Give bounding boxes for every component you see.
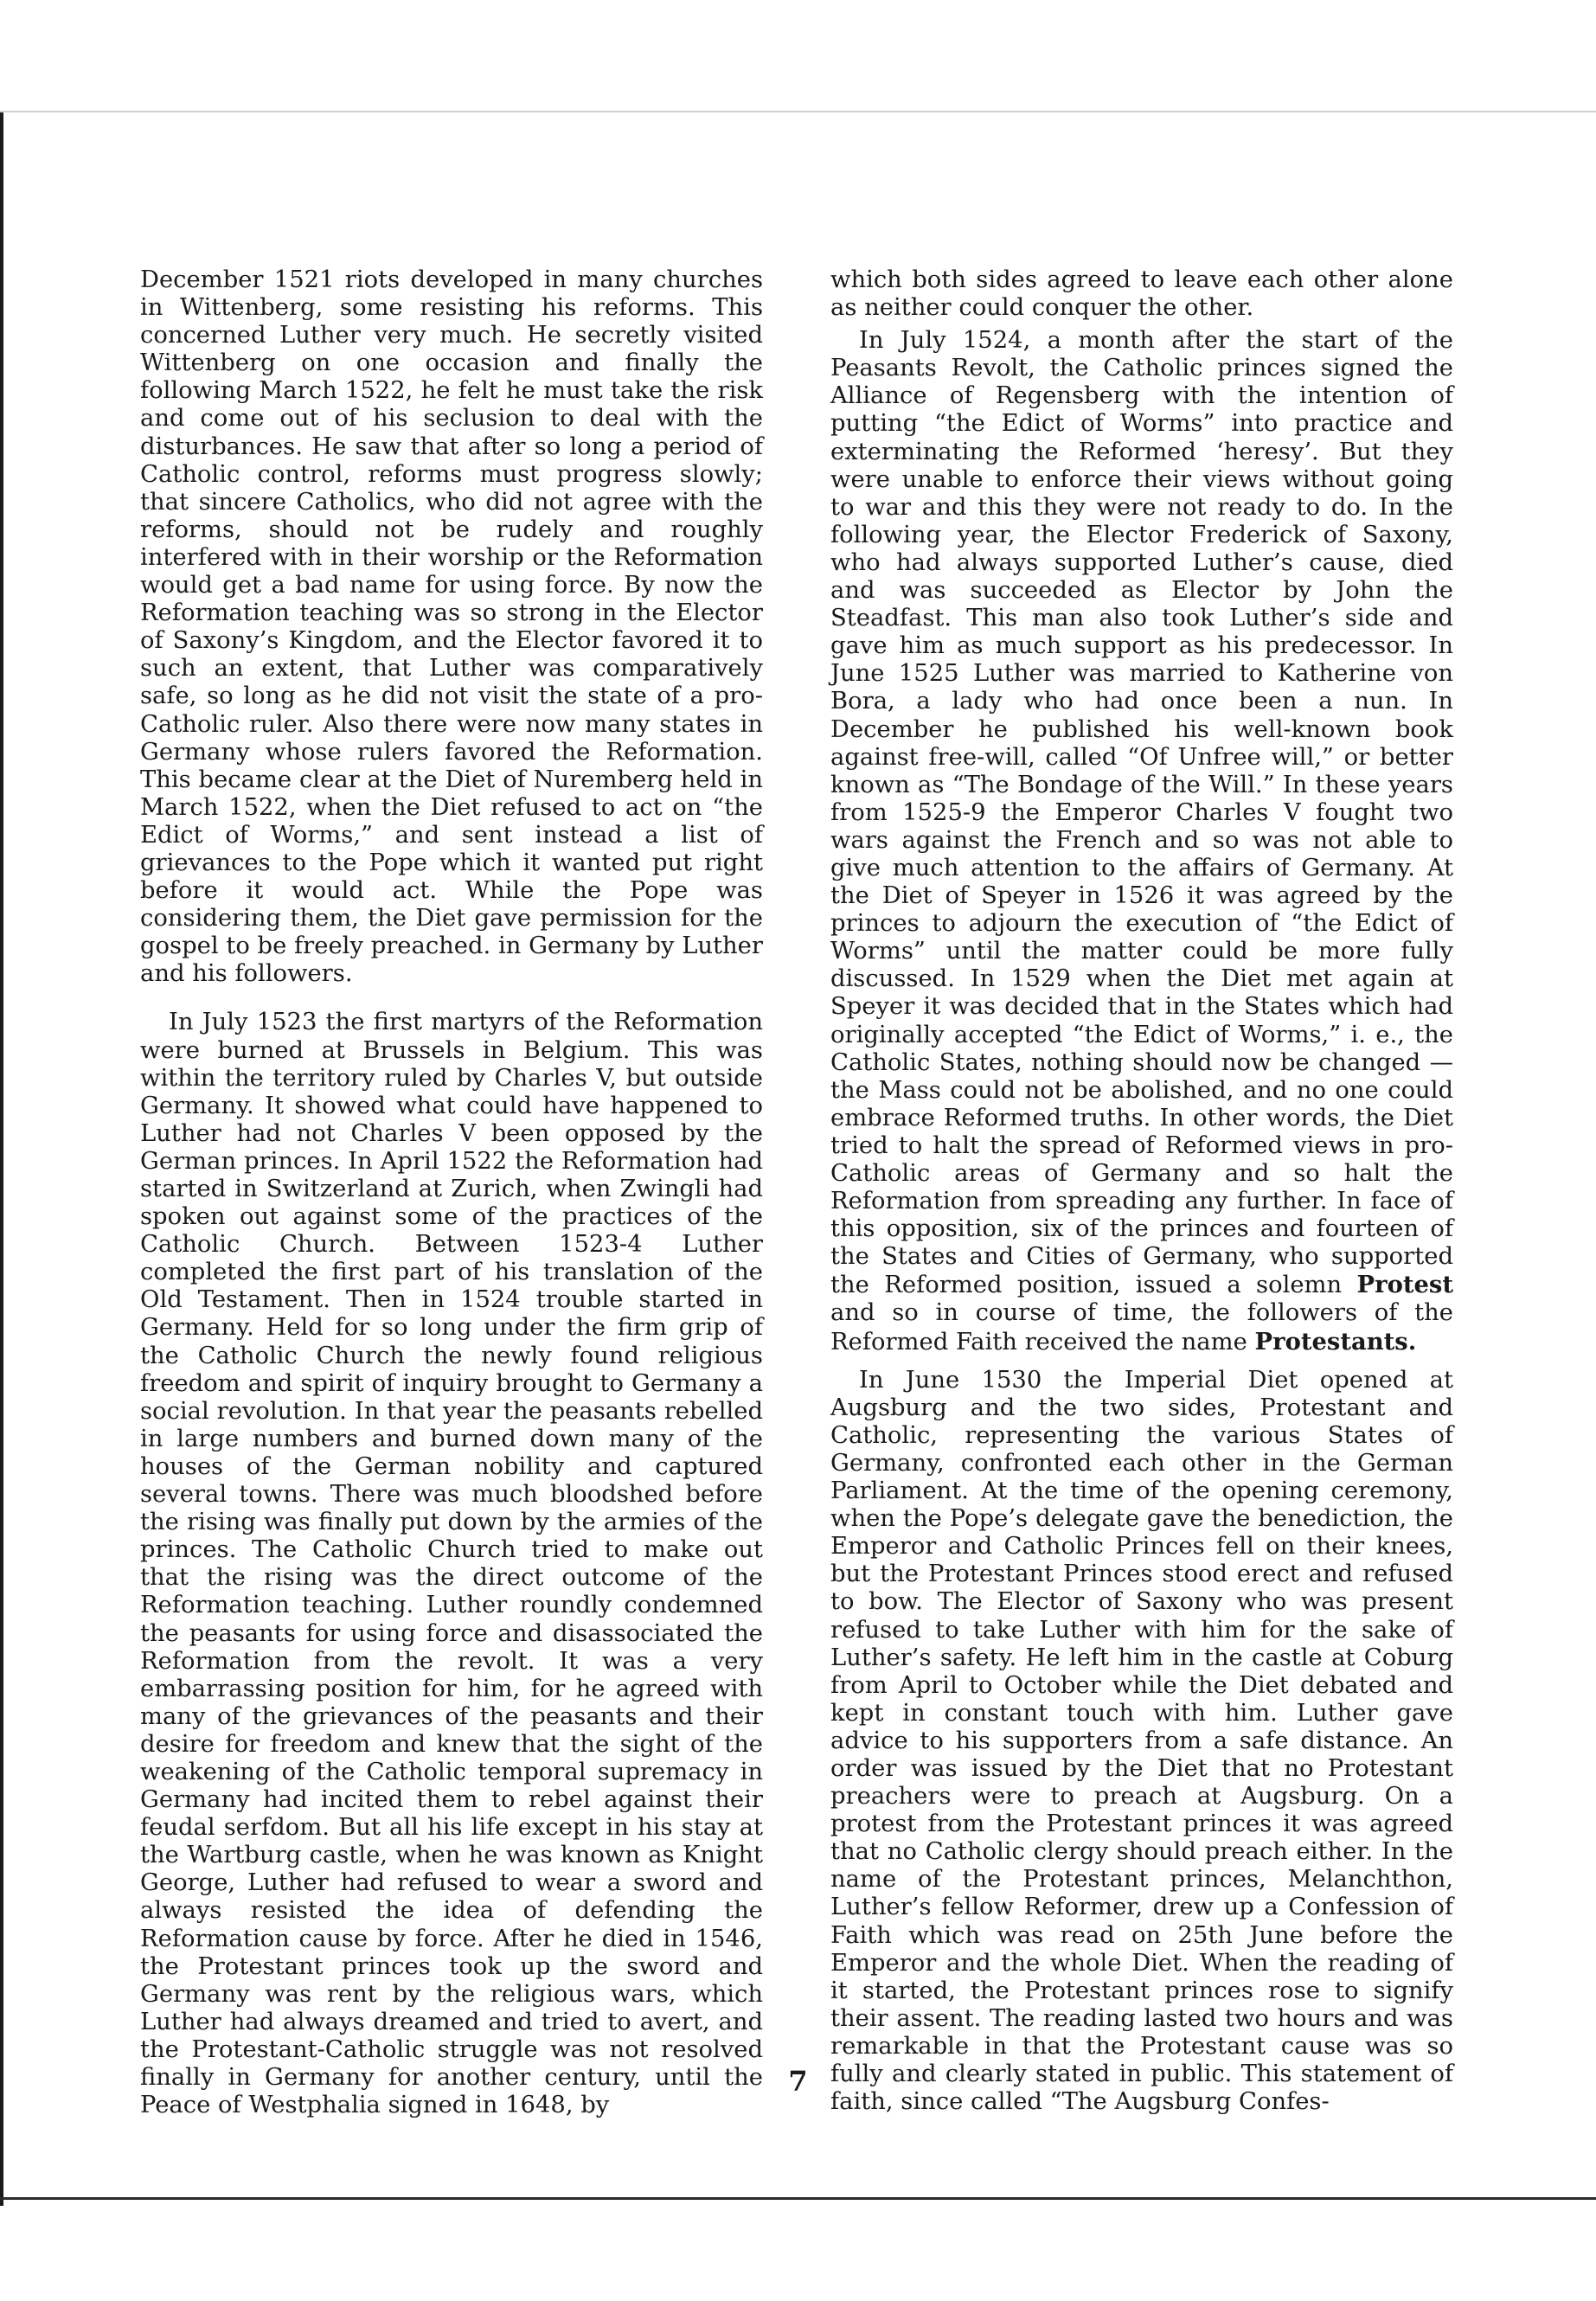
paragraph	[830, 327, 1453, 1356]
paragraph: In June 1530 the Imperial Diet opened at Augsburg and the two sides, Protestant and Catholic, representing the various States of Germany, confronted each other in the German Parliament. At the time of the opening ceremony, when the Pope’s delegate gave the benediction, the Emperor and Catholic Princes fell on their knees, but the Protestant Princes stood erect and refused to bow. The Elector of Saxony who was present refused to take Luther with him for the sake of Luther’s safety. He left him in the castle at Coburg from April to October while the Diet debated and kept in constant touch with him. Luther gave advice to his supporters from a safe distance. An order was issued by the Diet that no Protestant preachers were to preach at Augsburg. On a protest from the Protestant princes it was agreed that no Catholic clergy should preach either. In the name of the Protestant princes, Melanchthon, Luther’s fellow Reformer, drew up a Confession of Faith which was read on 25th June before the Emperor and the whole Diet. When the reading of it started, the Protestant princes rose to signify their assent. The reading lasted two hours and was remarkable in that the Protestant cause was so fully and clearly stated in public. This statement of faith, since called “The Augsburg Confes-	[830, 1366, 1453, 2116]
paragraph-text: In July 1524, a month after the start of the Peasants Revolt, the Catholic princes signed the Alliance of Regensberg with the intention of putting “the Edict of Worms” into practice and exterminating the Reformed ‘heresy’. But they were unable to enforce their views without going to war and this they were not ready to do. In the following year, the Elector Frederick of Saxony, who had always supported Luther’s cause, died and was succeeded as Elector by John the Steadfast. This man also took Luther’s side and gave him as much support as his predecessor. In June 1525 Luther was married to Katherine von Bora, a lady who had once been a nun. In December he published his well-known book against free-will, called “Of Unfree will,” or better known as “The Bondage of the Will.” In these years from 1525-9 the Emperor Charles V fought two wars against the French and so was not able to give much attention to the affairs of Germany. At the Diet of Speyer in 1526 it was agreed by the princes to adjourn the execution of “the Edict of Worms” until the matter could be more fully discussed. In 1529 when the Diet met again at Speyer it was decided that in the States which had originally accepted “the Edict of Worms,” i. e., the Catholic States, nothing should now be changed — the Mass could not be abolished, and no one could embrace Reformed truths. In other words, the Diet tried to halt the spread of Reformed views in pro-Catholic areas of Germany and so halt the Reformation from spreading any further. In face of this opposition, six of the princes and fourteen of the States and Cities of Germany, who supported the Reformed position, issued a solemn	[830, 327, 1453, 1299]
bold-term-protestants: Protestants.	[1254, 1327, 1417, 1356]
scan-left-edge	[0, 112, 3, 2206]
scan-bottom-edge	[0, 2197, 1596, 2200]
paragraph-text: and so in course of time, the followers of the Reformed Faith received the name	[830, 1299, 1453, 1356]
paragraph: In July 1523 the first martyrs of the Reformation were burned at Brussels in Belgium. This was within the territory ruled by Charles V, but outside Germany. It showed what could have happened to Luther had not Charles V been opposed by the German princes. In April 1522 the Reformation had started in Switzerland at Zurich, when Zwingli had spoken out against some of the practices of the Catholic Church. Between 1523-4 Luther completed the first part of his translation of the Old Testament. Then in 1524 trouble started in Germany. Held for so long under the firm grip of the Catholic Church the newly found religious freedom and spirit of inquiry brought to Germany a social revolution. In that year the peasants rebelled in large numbers and burned down many of the houses of the German nobility and captured several towns. There was much bloodshed before the rising was finally put down by the armies of the princes. The Catholic Church tried to make out that the rising was the direct outcome of the Reformation teaching. Luther roundly condemned the peasants for using force and disassociated the Reformation from the revolt. It was a very embarrassing position for him, for he agreed with many of the grievances of the peasants and their desire for freedom and knew that the sight of the weakening of the Catholic temporal supremacy in Germany had incited them to rebel against their feudal serfdom. But all his life except in his stay at the Wartburg castle, when he was known as Knight George, Luther had refused to wear a sword and always resisted the idea of defending the Reformation cause by force. After he died in 1546, the Protestant princes took up the sword and Germany was rent by the religious wars, which Luther had always dreamed and tried to avert, and the Protestant-Catholic struggle was not resolved finally in Germany for another century, until the Peace of Westphalia signed in 1648, by	[140, 1009, 763, 2119]
left-text-column	[140, 266, 763, 2119]
right-text-column	[830, 266, 1453, 2116]
scan-top-edge	[0, 111, 1596, 112]
page-number: 7	[788, 2065, 808, 2098]
bold-term-protest: Protest	[1356, 1271, 1453, 1299]
paragraph: which both sides agreed to leave each other alone as neither could conquer the other.	[830, 266, 1453, 322]
paragraph: December 1521 riots developed in many churches in Wittenberg, some resisting his reforms. This concerned Luther very much. He secretly visited Wittenberg on one occasion and finally the following March 1522, he felt he must take the risk and come out of his seclusion to deal with the disturbances. He saw that after so long a period of Catholic control, reforms must progress slowly; that sincere Catholics, who did not agree with the reforms, should not be rudely and roughly interfered with in their worship or the Reformation would get a bad name for using force. By now the Reformation teaching was so strong in the Elector of Saxony’s Kingdom, and the Elector favored it to such an extent, that Luther was comparatively safe, so long as he did not visit the state of a pro-Catholic ruler. Also there were now many states in Germany whose rulers favored the Reformation. This became clear at the Diet of Nuremberg held in March 1522, when the Diet refused to act on “the Edict of Worms,” and sent instead a list of grievances to the Pope which it wanted put right before it would act. While the Pope was considering them, the Diet gave permission for the gospel to be freely preached. in Germany by Luther and his followers.	[140, 266, 763, 988]
